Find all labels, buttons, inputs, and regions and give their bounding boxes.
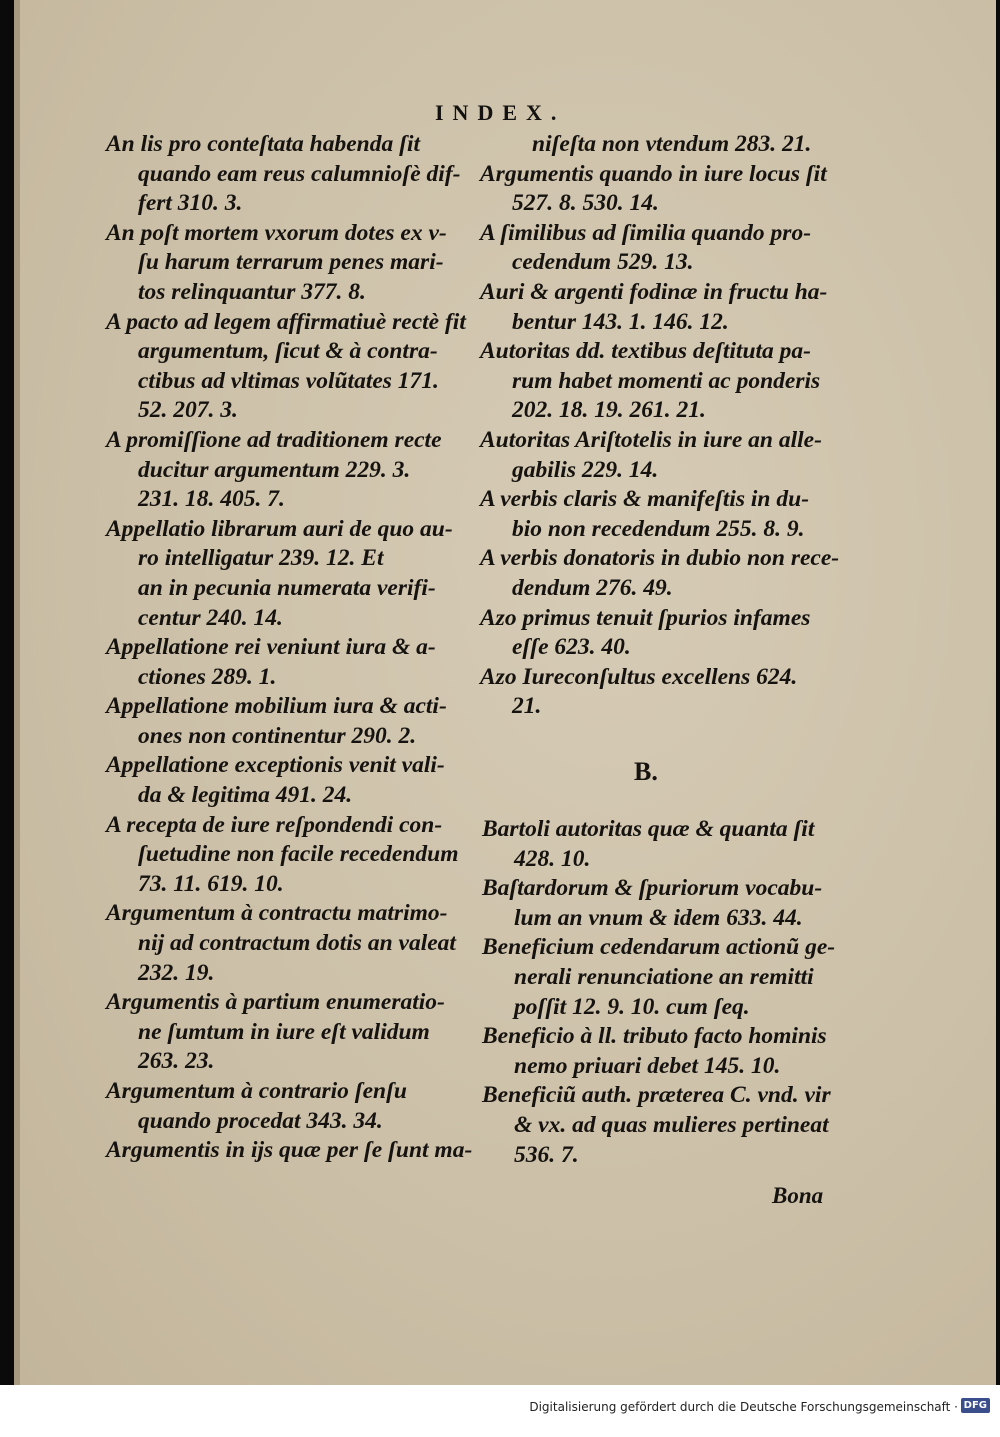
index-entry: [480, 337, 852, 426]
index-entry: [482, 815, 862, 874]
entry-line: niſeſta non vtendum 283. 21.: [532, 131, 812, 157]
entry-line: quando procedat 343. 34.: [138, 1107, 383, 1134]
entry-line: lum an vnum & idem 633. 44.: [514, 904, 803, 931]
entry-line: gabilis 229. 14.: [512, 456, 659, 483]
entry-line: fert 310. 3.: [138, 190, 243, 217]
index-entry: [480, 278, 852, 337]
entry-line: Bartoli autoritas quæ & quanta ſit: [482, 816, 815, 842]
entry-line: ones non continentur 290. 2.: [138, 722, 417, 749]
entry-line: 428. 10.: [514, 845, 591, 872]
entry-line: rum habet momenti ac ponderis: [512, 367, 821, 394]
index-column-left: [106, 130, 478, 1166]
entry-line: 73. 11. 619. 10.: [138, 870, 284, 897]
entry-line: 263. 23.: [138, 1048, 215, 1075]
entry-line: an in pecunia numerata verifi-: [138, 574, 436, 601]
entry-line: A verbis donatoris in dubio non rece-: [480, 545, 840, 572]
entry-line: Autoritas Ariſtotelis in iure an alle-: [480, 426, 822, 453]
index-entry: [480, 604, 852, 663]
index-entry: [106, 633, 478, 692]
entry-line: tos relinquantur 377. 8.: [138, 278, 366, 305]
entry-line: quando eam reus calumnioſè dif-: [138, 160, 461, 187]
footer-bar: [0, 1385, 1000, 1437]
entry-line: ctiones 289. 1.: [138, 663, 277, 690]
entry-line: Baſtardorum & ſpuriorum vocabu-: [482, 875, 823, 902]
index-entry: [482, 874, 862, 933]
index-entry: [106, 308, 478, 426]
book-page: [14, 0, 996, 1385]
entry-line: ſuetudine non facile recedendum: [138, 841, 459, 868]
index-entry: [480, 160, 852, 219]
entry-line: Argumentis à partium enumeratio-: [106, 989, 445, 1016]
page-header: INDEX.: [435, 100, 566, 125]
entry-line: da & legitima 491. 24.: [138, 782, 353, 809]
entry-line: Beneficium cedendarum actionũ ge-: [482, 934, 836, 961]
entry-line: poſſit 12. 9. 10. cum ſeq.: [514, 993, 750, 1020]
index-entry: [106, 692, 478, 751]
entry-line: 536. 7.: [514, 1141, 579, 1168]
entry-line: dendum 276. 49.: [512, 574, 673, 601]
entry-line: Appellatione rei veniunt iura & a-: [106, 634, 436, 661]
entry-line: Beneficio à ll. tributo facto hominis: [482, 1023, 827, 1050]
index-entry: [106, 1136, 478, 1166]
index-entry: [106, 899, 478, 988]
index-entry: [480, 663, 852, 722]
index-entry: [480, 485, 852, 544]
entry-line: 21.: [512, 693, 542, 720]
entry-line: Argumentis in ijs quæ per ſe ſunt ma-: [106, 1137, 473, 1164]
entry-line: 527. 8. 530. 14.: [512, 190, 659, 217]
index-entry: [106, 515, 478, 633]
entry-line: 52. 207. 3.: [138, 397, 238, 424]
index-entry: [482, 1022, 862, 1081]
entry-line: Azo primus tenuit ſpurios infames: [480, 604, 811, 631]
entry-line: nij ad contractum dotis an valeat: [138, 930, 456, 957]
index-entry: [482, 933, 862, 1022]
entry-line: A ſimilibus ad ſimilia quando pro-: [480, 219, 812, 246]
entry-line: Azo Iureconſultus excellens 624.: [480, 663, 798, 690]
entry-line: A promiſſione ad traditionem recte: [106, 426, 442, 453]
entry-line: A verbis claris & manifeſtis in du-: [480, 486, 810, 513]
entry-line: An lis pro conteſtata habenda ſit: [106, 131, 421, 157]
index-entry: [106, 1077, 478, 1136]
index-entry: [482, 1081, 862, 1170]
letter-heading: B.: [634, 757, 658, 786]
index-column-right: [480, 130, 852, 722]
index-entry: [106, 219, 478, 308]
catchword: Bona: [772, 1183, 824, 1208]
entry-line: bio non recedendum 255. 8. 9.: [512, 515, 805, 542]
dfg-logo: DFG: [961, 1398, 990, 1413]
index-entry: [480, 219, 852, 278]
entry-line: ctibus ad vltimas volũtates 171.: [138, 367, 439, 394]
entry-line: eſſe 623. 40.: [512, 634, 631, 661]
entry-line: Appellatione exceptionis venit vali-: [106, 752, 445, 779]
entry-line: & vx. ad quas mulieres pertineat: [514, 1111, 829, 1138]
entry-line: nemo priuari debet 145. 10.: [514, 1052, 781, 1079]
index-entry: [106, 811, 478, 900]
entry-line: cedendum 529. 13.: [512, 249, 694, 276]
entry-line: A pacto ad legem affirmatiuè rectè fit: [106, 308, 466, 335]
entry-line: A recepta de iure reſpondendi con-: [106, 811, 443, 838]
entry-line: Appellatio librarum auri de quo au-: [106, 515, 453, 542]
index-entry: [480, 426, 852, 485]
entry-line: 202. 18. 19. 261. 21.: [512, 397, 706, 424]
entry-line: Auri & argenti fodinæ in fructu ha-: [480, 278, 828, 305]
funding-credit: Digitalisierung gefördert durch die Deutsche Forschungsgemeinschaft ·: [529, 1400, 958, 1414]
entry-line: Argumentum à contractu matrimo-: [106, 900, 448, 927]
entry-line: ne ſumtum in iure eſt validum: [138, 1018, 430, 1045]
entry-line: Autoritas dd. textibus deſtituta pa-: [480, 338, 811, 365]
entry-line: 232. 19.: [138, 959, 215, 986]
entry-line: Beneficiũ auth. præterea C. vnd. vir: [482, 1082, 831, 1109]
entry-line: An poſt mortem vxorum dotes ex v-: [106, 219, 447, 246]
entry-line: Argumentis quando in iure locus ſit: [480, 160, 827, 187]
index-entry: [106, 751, 478, 810]
entry-line: 231. 18. 405. 7.: [138, 486, 285, 513]
entry-line: bentur 143. 1. 146. 12.: [512, 308, 729, 335]
entry-line: Argumentum à contrario ſenſu: [106, 1078, 407, 1104]
index-entry: [106, 988, 478, 1077]
index-column-b: [482, 815, 862, 1170]
entry-line: centur 240. 14.: [138, 604, 283, 631]
entry-line: Appellatione mobilium iura & acti-: [106, 693, 447, 720]
index-entry: [480, 544, 852, 603]
continuation-line: [480, 130, 852, 160]
entry-line: ro intelligatur 239. 12. Et: [138, 545, 384, 572]
index-entry: [106, 426, 478, 515]
entry-line: argumentum, ſicut & à contra-: [138, 338, 438, 365]
entry-line: ſu harum terrarum penes mari-: [138, 249, 444, 276]
entry-line: ducitur argumentum 229. 3.: [138, 456, 411, 483]
index-entry: [106, 130, 478, 219]
entry-line: nerali renunciatione an remitti: [514, 963, 814, 990]
